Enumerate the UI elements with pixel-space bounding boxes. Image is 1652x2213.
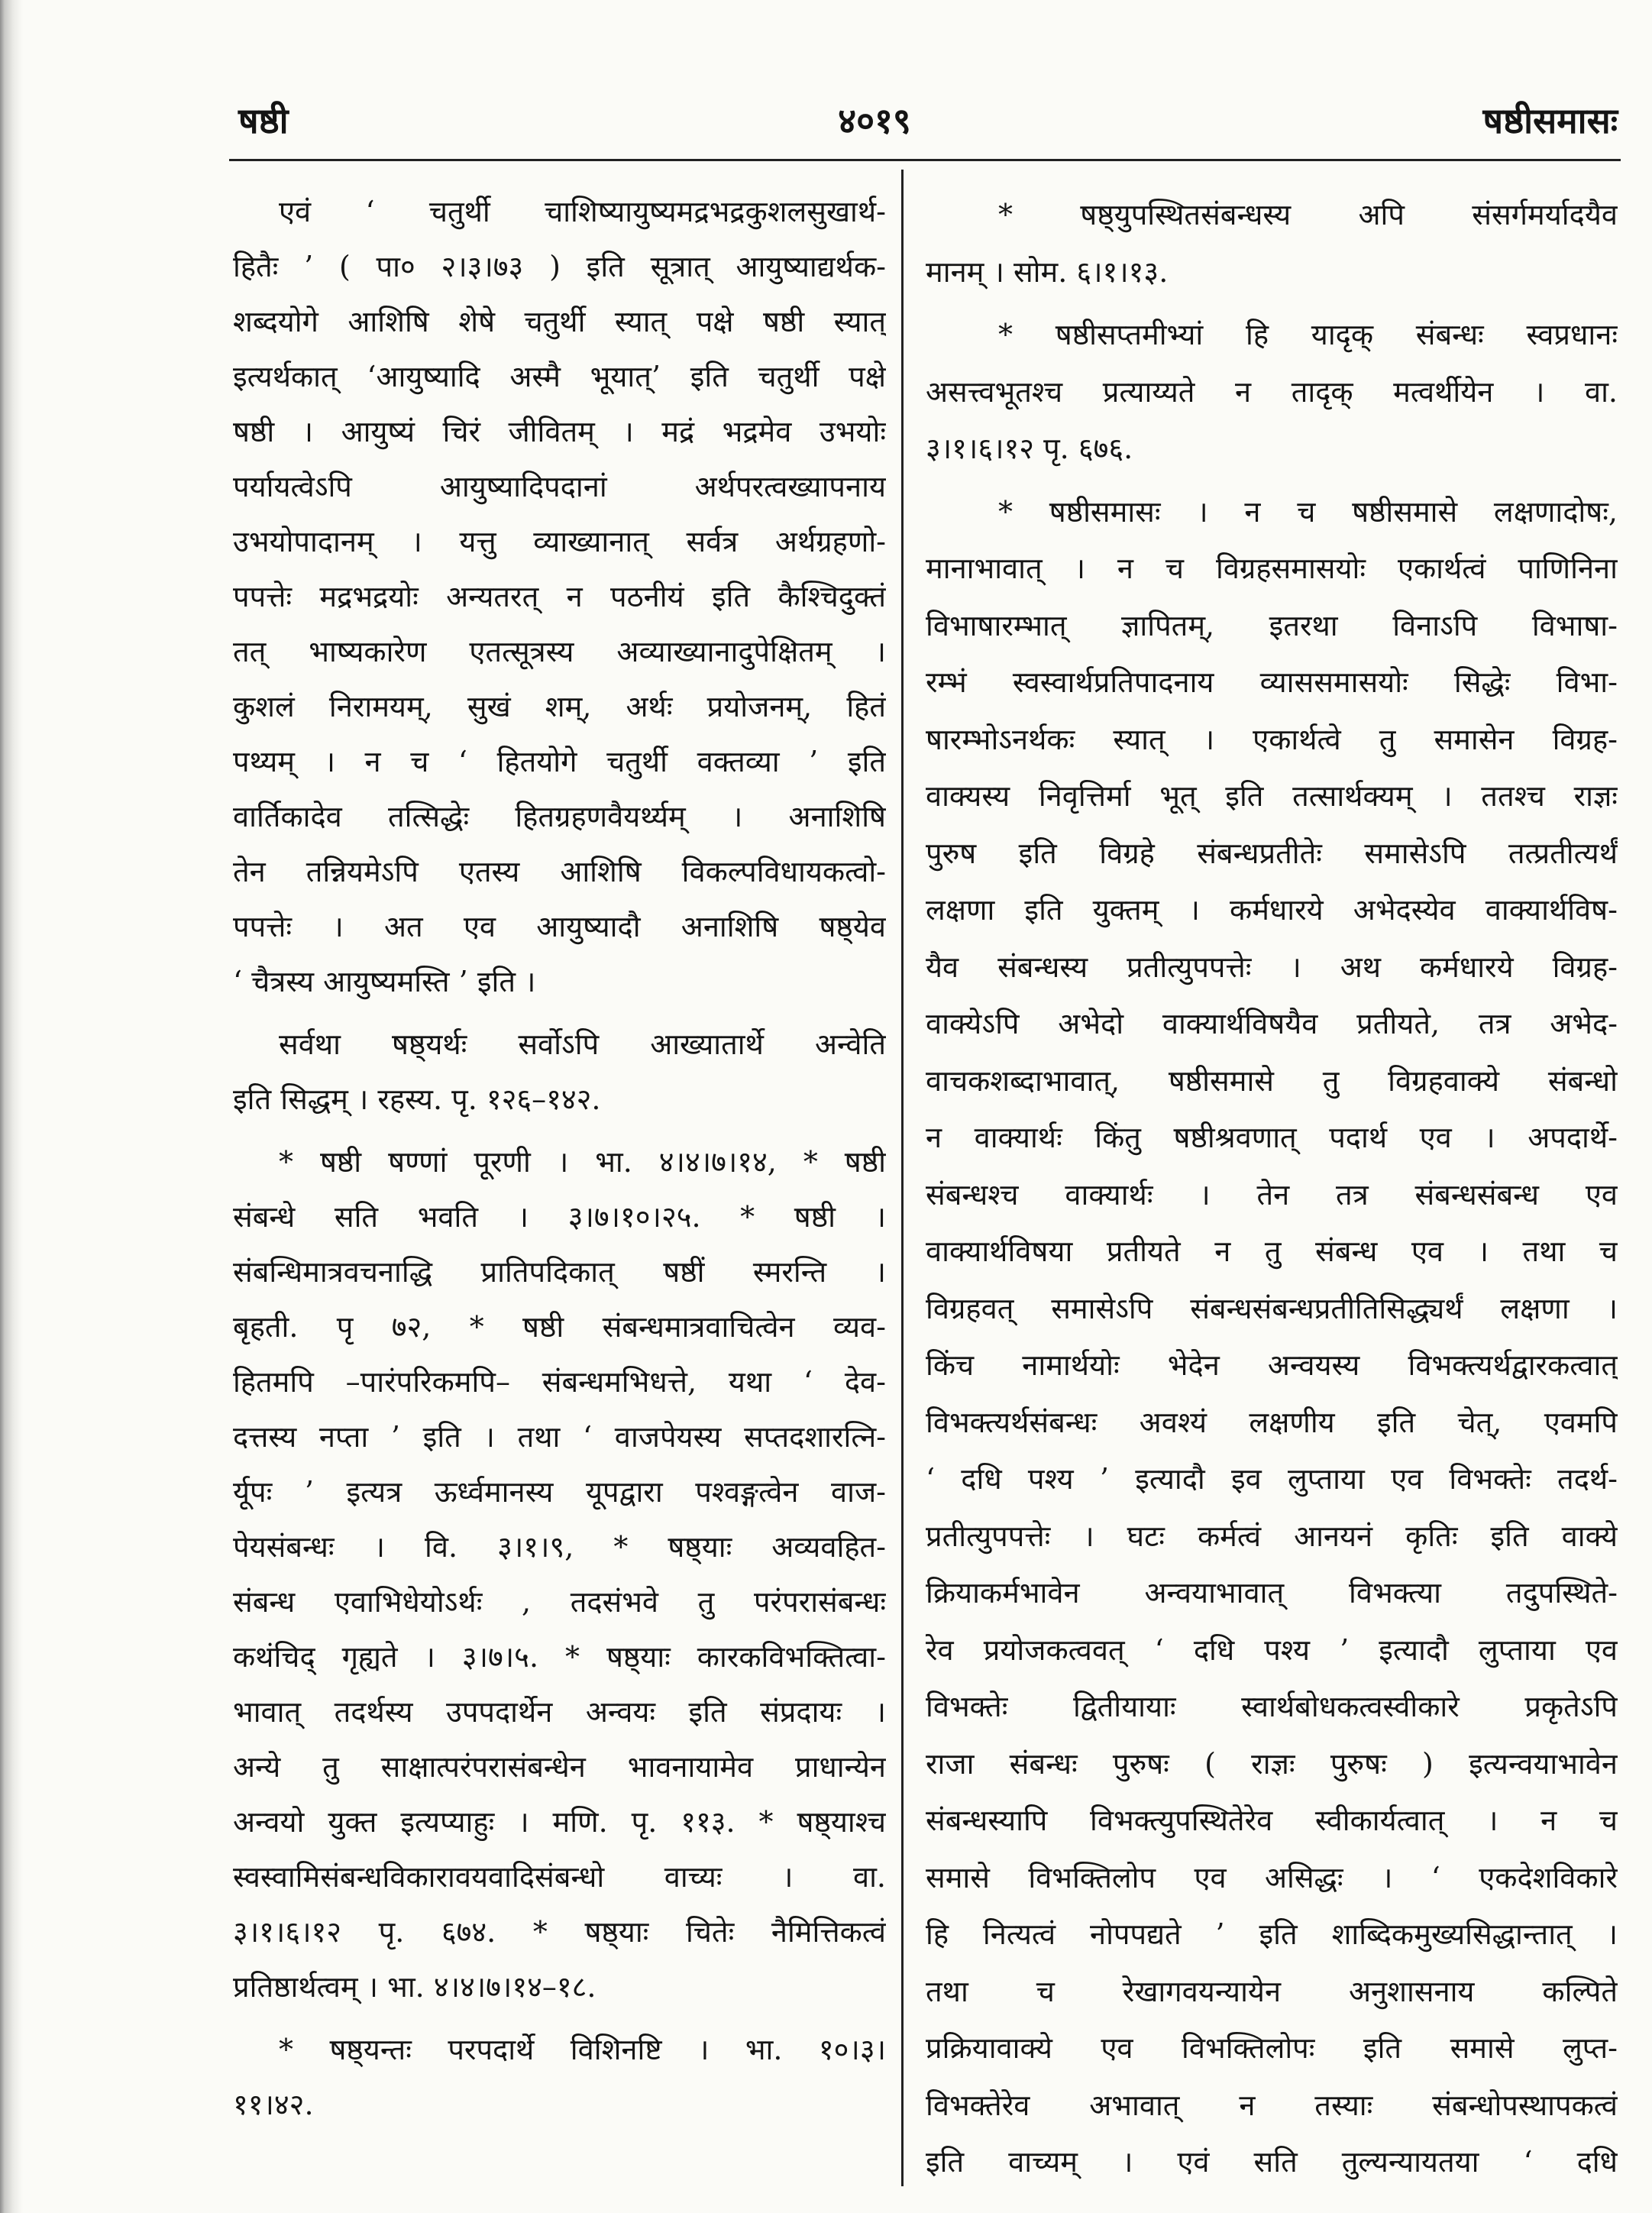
left-paragraph <box>233 184 886 1009</box>
text-line: हितैः ’ ( पा० २।३।७३ ) इति सूत्रात् आयुष्याद्यर्थक- <box>233 250 886 283</box>
text-line: पुरुष इति विग्रहे संबन्धप्रतीतेः समासेऽपि तत्प्रतीत्यर्थं <box>926 836 1618 870</box>
text-line: असत्त्वभूतश्च प्रत्याय्यते न तादृक् मत्वर्थीयेन । वा. <box>926 374 1618 409</box>
text-line: इति वाच्यम् । एवं सति तुल्यन्यायतया ‘ दधि <box>926 2145 1618 2179</box>
text-line: ३।१।६।१२ पृ. ६७४. * षष्ठ्याः चितेः नैमित्तिकत्वं <box>233 1915 886 1949</box>
text-line: समासे विभक्तिलोप एव असिद्धः । ‘ एकदेशविकारे <box>926 1860 1618 1894</box>
text-line: संबन्धे सति भवति । ३।७।१०।२५. * षष्ठी । <box>233 1200 886 1234</box>
right-paragraph <box>926 306 1618 477</box>
text-line: * षष्ठी षण्णां पूरणी । भा. ४।४।७।१४, * षष्ठी <box>279 1145 886 1179</box>
text-line: र्यूपः ’ इत्यत्र ऊर्ध्वमानस्य यूपद्वारा पश्वङ्गत्वेन वाज- <box>233 1475 886 1509</box>
text-line: तेन तन्नियमेऽपि एतस्य आशिषि विकल्पविधायकत्वो- <box>233 855 886 888</box>
text-line: ११।४२. <box>233 2088 314 2121</box>
text-line: सर्वथा षष्ठ्यर्थः सर्वोऽपि आख्यातार्थे अन्वेति <box>279 1027 886 1061</box>
left-paragraph <box>233 1134 886 2014</box>
text-line: दत्तस्य नप्ता ’ इति । तथा ‘ वाजपेयस्य सप्तदशारत्नि- <box>233 1420 886 1454</box>
text-line: मानाभावात् । न च विग्रहसमासयोः एकार्थत्वं पाणिनिना <box>926 552 1618 585</box>
text-line: कथंचिद् गृह्यते । ३।७।५. * षष्ठ्याः कारकविभक्तित्वा- <box>233 1640 886 1674</box>
text-line: संबन्धश्च वाक्यार्थः । तेन तत्र संबन्धसंबन्ध एव <box>926 1177 1618 1212</box>
text-line: ‘ चैत्रस्य आयुष्यमस्ति ’ इति । <box>233 965 536 998</box>
text-line: रम्भं स्वस्वार्थप्रतिपादनाय व्याससमासयोः सिद्धेः विभा- <box>926 665 1618 699</box>
text-line: इति सिद्धम् । रहस्य. पृ. १२६–१४२. <box>233 1082 601 1116</box>
text-line: वाक्यस्य निवृत्तिर्मा भूत् इति तत्सार्थक्यम् । ततश्च राज्ञः <box>926 779 1618 813</box>
text-line: स्वस्वामिसंबन्धविकारावयवादिसंबन्धो वाच्यः । वा. <box>233 1860 886 1894</box>
running-head-right: षष्ठीसमासः <box>1482 100 1618 141</box>
text-line: ३।१।६।१२ पृ. ६७६. <box>926 432 1133 465</box>
text-line: षारम्भोऽनर्थकः स्यात् । एकार्थत्वे तु समासेन विग्रह- <box>926 722 1618 756</box>
text-line: वाक्यार्थविषया प्रतीयते न तु संबन्ध एव । तथा च <box>926 1234 1618 1268</box>
text-line: यैव संबन्धस्य प्रतीत्युपपत्तेः । अथ कर्मधारये विग्रह- <box>926 950 1618 984</box>
text-line: अन्ये तु साक्षात्परंपरासंबन्धेन भावनायामेव प्राधान्येन <box>233 1750 886 1784</box>
text-line: संबन्धस्यापि विभक्त्युपस्थितेरेव स्वीकार्यत्वात् । न च <box>926 1804 1618 1837</box>
text-line: पर्यायत्वेऽपि आयुष्यादिपदानां अर्थपरत्वख्यापनाय <box>233 470 886 503</box>
text-line: तथा च रेखागवयन्यायेन अनुशासनाय कल्पिते <box>926 1974 1618 2008</box>
text-line: किंच नामार्थयोः भेदेन अन्वयस्य विभक्त्यर्थद्वारकत्वात् <box>926 1348 1618 1382</box>
text-line: प्रतिष्ठार्थत्वम् । भा. ४।४।७।१४–१८. <box>233 1970 596 2004</box>
text-line: षष्ठी । आयुष्यं चिरं जीवितम् । मद्रं भद्रमेव उभयोः <box>233 415 886 448</box>
text-line: हि नित्यत्वं नोपपद्यते ’ इति शाब्दिकमुख्यसिद्धान्तात् । <box>926 1917 1618 1951</box>
header-rule <box>229 159 1621 161</box>
right-paragraph <box>926 186 1618 300</box>
text-line: एवं ‘ चतुर्थी चाशिष्यायुष्यमद्रभद्रकुशलसुखार्थ- <box>279 195 886 228</box>
text-line: * षष्ठ्युपस्थितसंबन्धस्य अपि संसर्गमर्यादयैव <box>998 198 1618 231</box>
text-line: संबन्ध एवाभिधेयोऽर्थः , तदसंभवे तु परंपरासंबन्धः <box>233 1585 886 1619</box>
text-line: न वाक्यार्थः किंतु षष्ठीश्रवणात् पदार्थ एव । अपदार्थे- <box>926 1121 1618 1154</box>
text-line: वाचकशब्दाभावात्, षष्ठीसमासे तु विग्रहवाक्ये संबन्धो <box>926 1063 1618 1098</box>
text-line: तत् भाष्यकारेण एतत्सूत्रस्य अव्याख्यानादुपेक्षितम् । <box>233 635 886 668</box>
right-paragraph <box>926 484 1618 2191</box>
text-line: * षष्ठीसप्तमीभ्यां हि यादृक् संबन्धः स्वप्रधानः <box>998 318 1618 351</box>
text-line: अन्वयो युक्त इत्यप्याहुः । मणि. पृ. ११३. * षष्ठ्याश्च <box>233 1805 886 1839</box>
text-line: लक्षणा इति युक्तम् । कर्मधारये अभेदस्येव वाक्यार्थविष- <box>926 893 1618 927</box>
text-line: वाक्येऽपि अभेदो वाक्यार्थविषयैव प्रतीयते, तत्र अभेद- <box>926 1007 1618 1040</box>
scan-edge-shadow <box>0 0 23 2213</box>
text-line: मानम् । सोम. ६।१।१३. <box>926 254 1169 289</box>
text-line: वार्तिकादेव तत्सिद्धेः हितग्रहणवैयर्थ्यम् । अनाशिषि <box>233 800 886 833</box>
text-line: भावात् तदर्थस्य उपपदार्थेन अन्वयः इति संप्रदायः । <box>233 1695 886 1729</box>
text-line: पपत्तेः । अत एव आयुष्यादौ अनाशिषि षष्ठ्येव <box>233 910 886 943</box>
text-line: हितमपि –पारंपरिकमपि– संबन्धमभिधत्ते, यथा ‘ देव- <box>233 1365 886 1399</box>
page-number: ४०१९ <box>838 100 911 141</box>
column-divider <box>901 170 904 2186</box>
text-line: इत्यर्थकात् ‘आयुष्यादि अस्मै भूयात्’ इति चतुर्थी पक्षे <box>233 360 886 393</box>
text-line: क्रियाकर्मभावेन अन्वयाभावात् विभक्त्या तदुपस्थिते- <box>926 1576 1618 1610</box>
right-column <box>926 186 1618 2191</box>
text-line: रेव प्रयोजकत्ववत् ‘ दधि पश्य ’ इत्यादौ लुप्ताया एव <box>926 1632 1618 1667</box>
text-line: शब्दयोगे आशिषि शेषे चतुर्थी स्यात् पक्षे षष्ठी स्यात् <box>233 305 886 338</box>
text-line: प्रतीत्युपपत्तेः । घटः कर्मत्वं आनयनं कृतिः इति वाक्ये <box>926 1519 1618 1553</box>
text-line: राजा संबन्धः पुरुषः ( राज्ञः पुरुषः ) इत्यन्वयाभावेन <box>926 1746 1618 1781</box>
text-line: पपत्तेः मद्रभद्रयोः अन्यतरत् न पठनीयं इति कैश्चिदुक्तं <box>233 580 886 613</box>
text-line: विभक्त्यर्थसंबन्धः अवश्यं लक्षणीय इति चेत्, एवमपि <box>926 1405 1618 1439</box>
text-line: विग्रहवत् समासेऽपि संबन्धसंबन्धप्रतीतिसिद्ध्यर्थं लक्षणा । <box>926 1291 1618 1325</box>
text-line: * षष्ठीसमासः । न च षष्ठीसमासे लक्षणादोषः, <box>998 494 1618 529</box>
text-line: उभयोपादानम् । यत्तु व्याख्यानात् सर्वत्र अर्थग्रहणो- <box>233 525 886 558</box>
text-line: * षष्ठ्यन्तः परपदार्थे विशिनष्टि । भा. १०।३। <box>279 2033 886 2066</box>
text-line: विभक्तेरेव अभावात् न तस्याः संबन्धोपस्थापकत्वं <box>926 2088 1618 2122</box>
text-line: संबन्धिमात्रवचनाद्धि प्रातिपदिकात् षष्ठीं स्मरन्ति । <box>233 1255 886 1289</box>
text-line: विभक्तेः द्वितीयायाः स्वार्थबोधकत्वस्वीकारे प्रकृतेऽपि <box>926 1690 1618 1723</box>
text-line: पेयसंबन्धः । वि. ३।१।९, * षष्ठ्याः अव्यवहित- <box>233 1530 886 1564</box>
left-paragraph <box>233 1017 886 1127</box>
running-head-left: षष्ठी <box>238 100 289 141</box>
text-line: विभाषारम्भात् ज्ञापितम्, इतरथा विनाऽपि विभाषा- <box>926 608 1618 642</box>
left-paragraph <box>233 2022 886 2132</box>
left-column <box>233 184 886 2132</box>
text-line: ‘ दधि पश्य ’ इत्यादौ इव लुप्ताया एव विभक्तेः तदर्थ- <box>926 1462 1618 1496</box>
text-line: बृहती. पृ ७२, * षष्ठी संबन्धमात्रवाचित्वेन व्यव- <box>233 1310 886 1344</box>
text-line: प्रक्रियावाक्ये एव विभक्तिलोपः इति समासे लुप्त- <box>926 2031 1618 2065</box>
text-line: पथ्यम् । न च ‘ हितयोगे चतुर्थी वक्तव्या ’ इति <box>233 745 886 778</box>
text-line: कुशलं निरामयम्, सुखं शम्, अर्थः प्रयोजनम्, हितं <box>233 690 886 723</box>
